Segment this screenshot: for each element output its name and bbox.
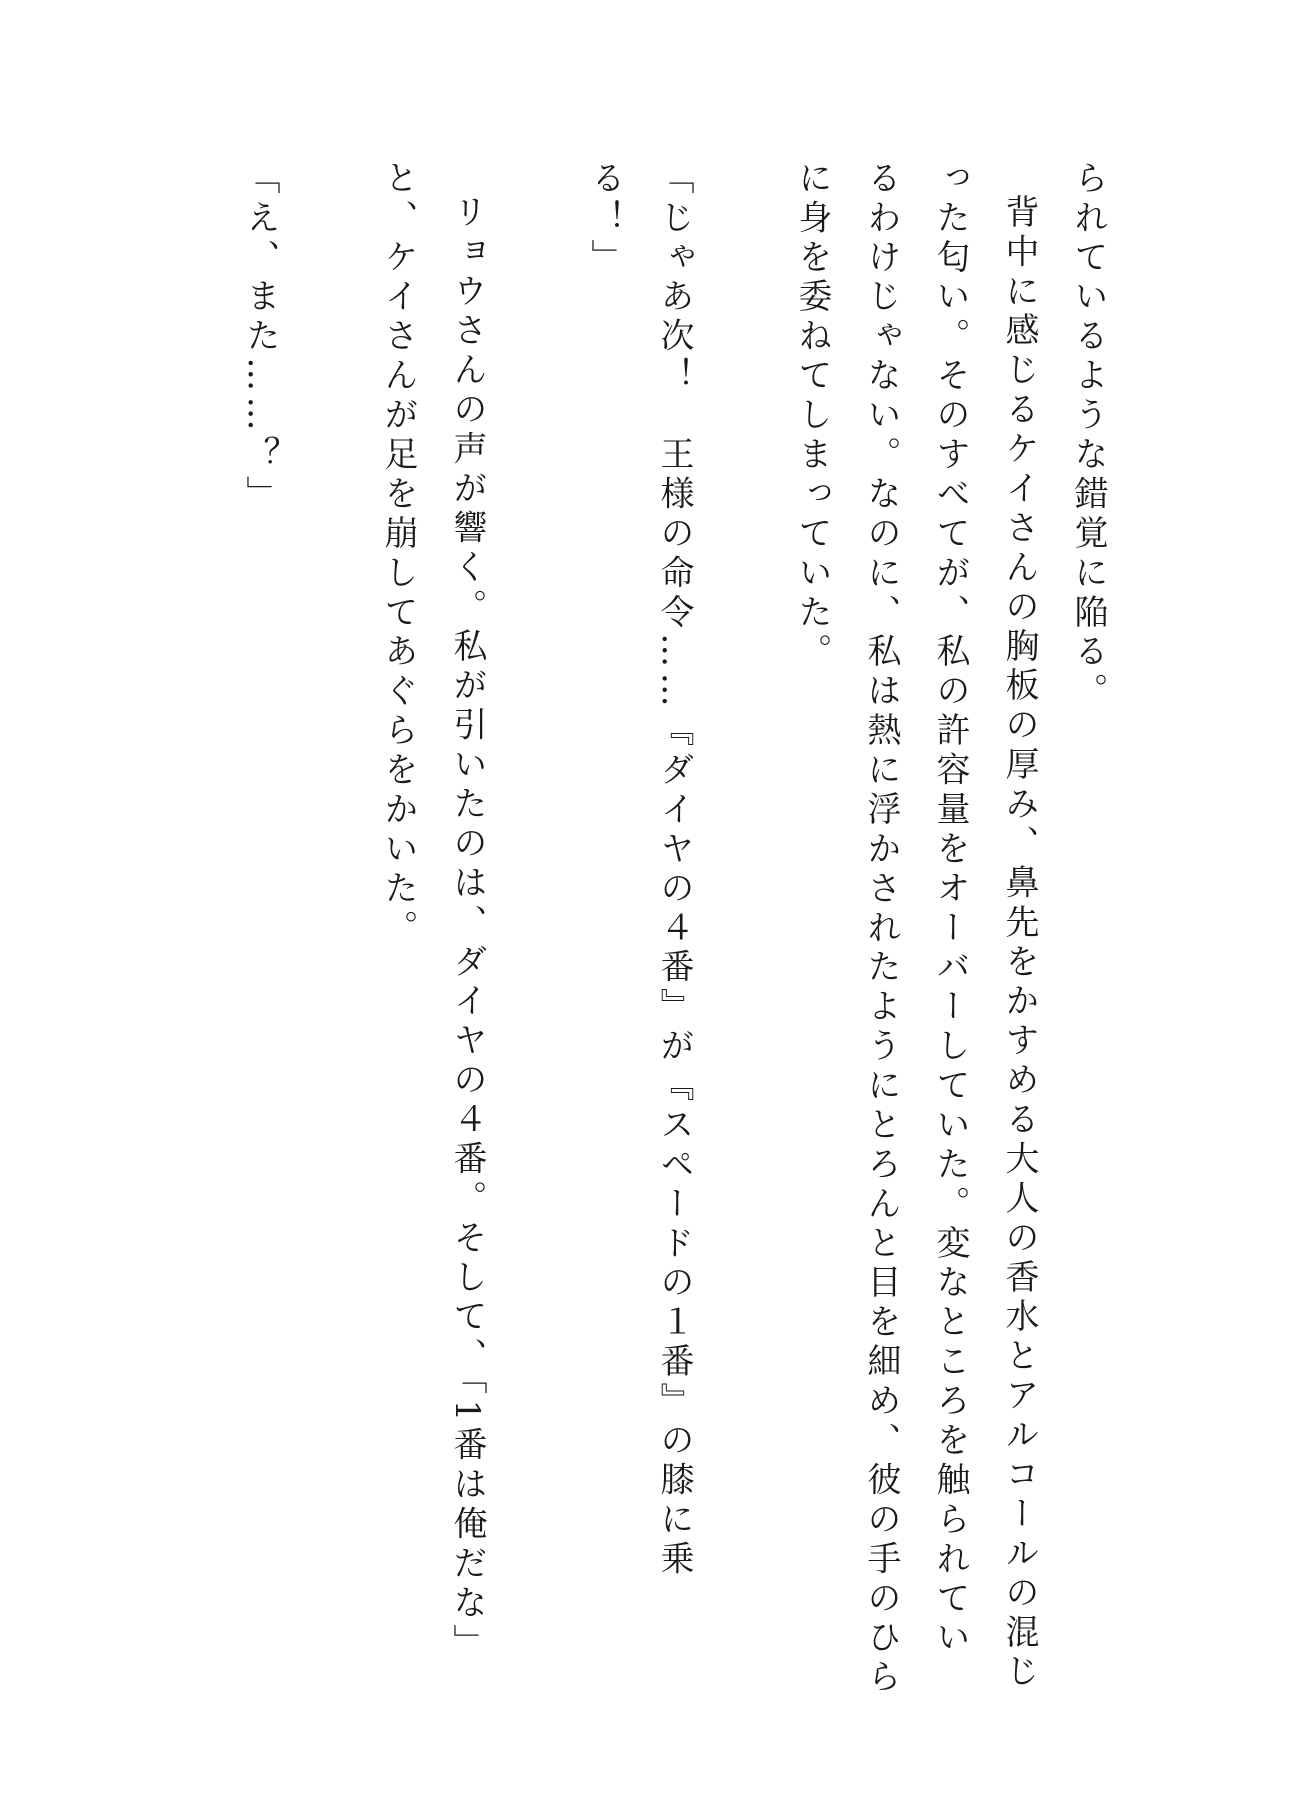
- text-line: と、ケイさんが足を崩してあぐらをかいた。: [378, 160, 418, 949]
- text-line: るわけじゃない。なのに、私は熱に浮かされたようにとろんと目を細め、彼の手のひら: [861, 160, 901, 1699]
- text-line: リョウさんの声が響く。私が引いたのは、ダイヤの４番。そして、「1番は俺だな」: [447, 194, 487, 1664]
- blank-line: [294, 160, 363, 161]
- text-line: 背中に感じるケイさんの胸板の厚み、鼻先をかすめる大人の香水とアルコールの混じ: [999, 194, 1039, 1693]
- blank-line: [708, 160, 777, 161]
- text-line: られているような錯覚に陥る。: [1068, 160, 1108, 713]
- blank-line: [501, 160, 570, 161]
- text-line: った匂い。そのすべてが、私の許容量をオーバーしていた。変なところを触られてい: [930, 160, 970, 1659]
- text-line: 「じゃあ次！ 王様の命令……『ダイヤの４番』が『スペードの１番』の膝に乗: [654, 160, 694, 1580]
- text-line: に身を委ねてしまっていた。: [792, 160, 832, 673]
- text-line: る！」: [585, 160, 625, 279]
- text-line: 「え、また……？」: [240, 160, 280, 515]
